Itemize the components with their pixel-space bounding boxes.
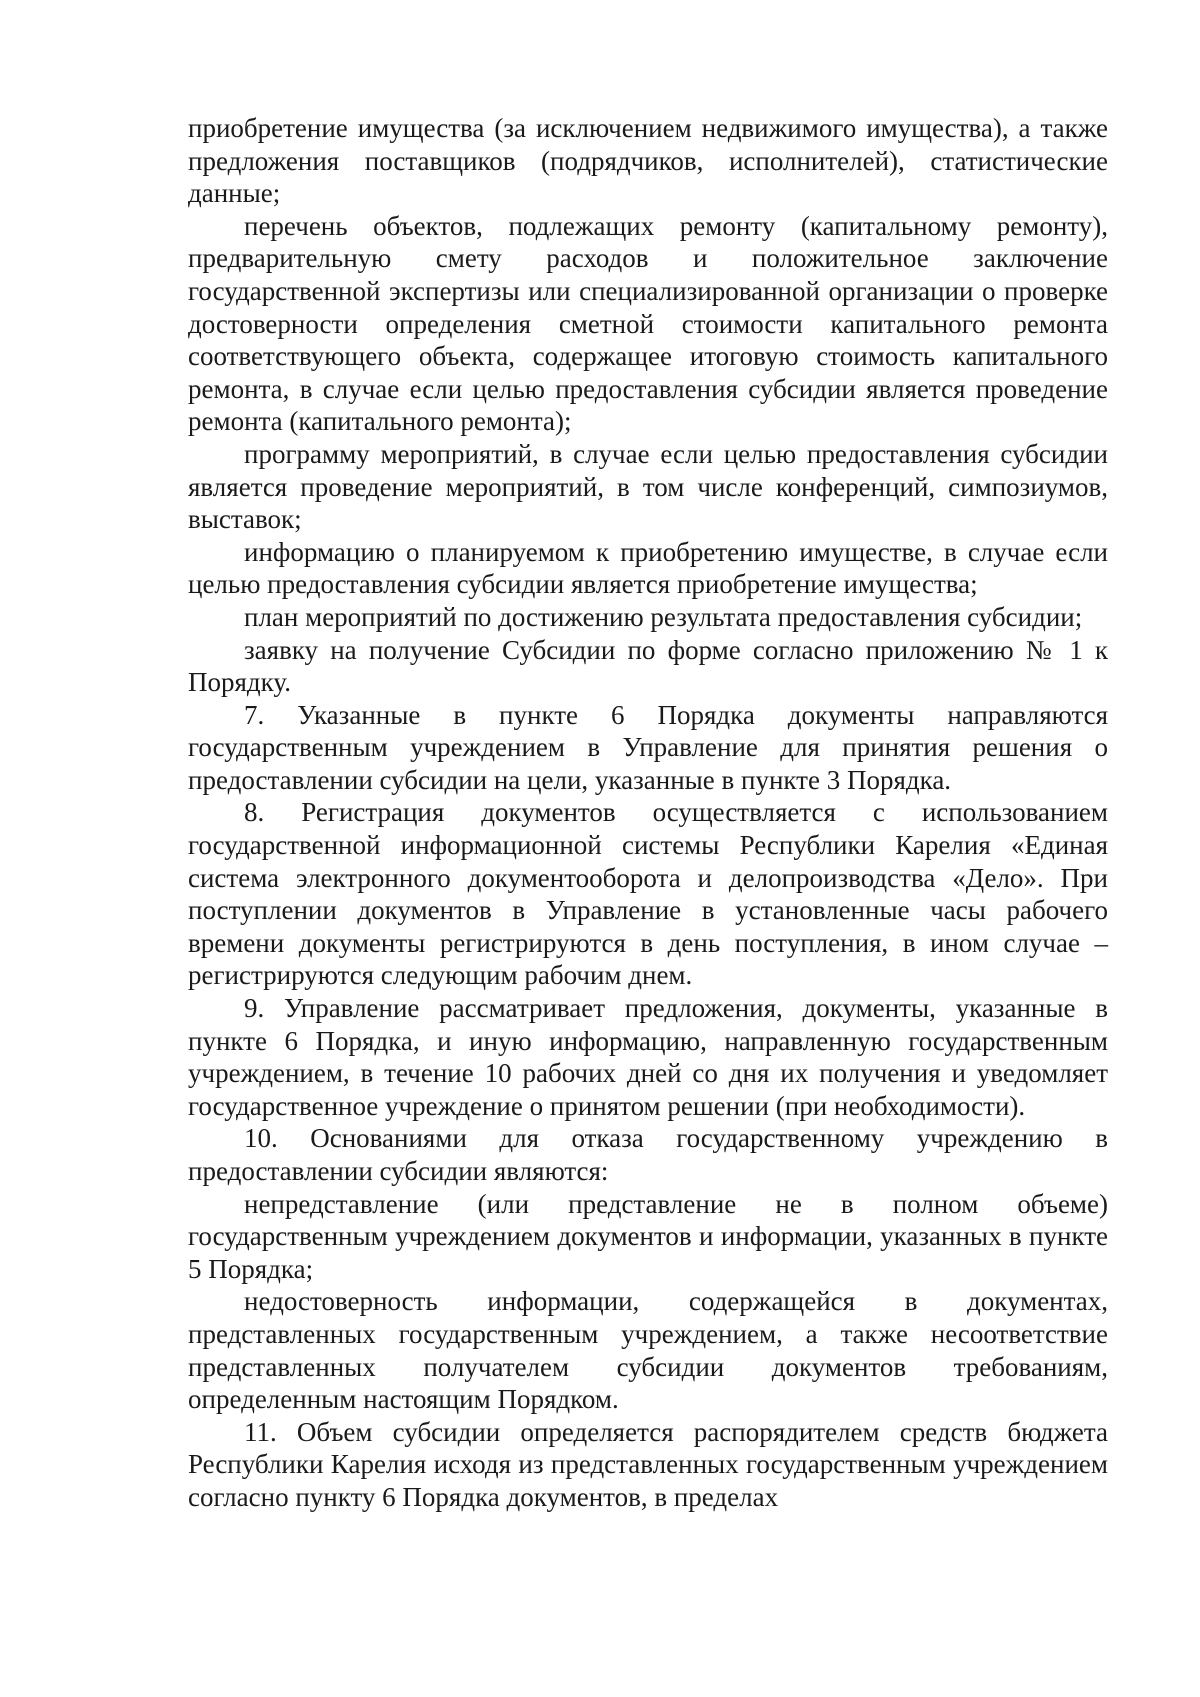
paragraph-clause-7: 7. Указанные в пункте 6 Порядка документы направляются государственным учреждением в Управление для принятия решения о предоставлении субсидии на цели, указанные в пункте 3 Порядка. [188, 699, 1108, 795]
document-page [188, 112, 1108, 1514]
paragraph-clause-11: 11. Объем субсидии определяется распорядителем средств бюджета Республики Карелия исходя из представленных государственным учреждением согласно пункту 6 Порядка документов, в пределах [188, 1416, 1108, 1512]
paragraph-subsidy-application: заявку на получение Субсидии по форме согласно приложению № 1 к Порядку. [188, 634, 1108, 698]
paragraph-planned-property-info: информацию о планируемом к приобретению имуществе, в случае если целью предоставления субсидии является приобретение имущества; [188, 536, 1108, 600]
paragraph-events-program: программу мероприятий, в случае если целью предоставления субсидии является проведение мероприятий, в том числе конференций, симпозиумов, выставок; [188, 438, 1108, 535]
paragraph-clause-10: 10. Основаниями для отказа государственному учреждению в предоставлении субсидии являются: [188, 1123, 1108, 1186]
paragraph-action-plan: план мероприятий по достижению результата предоставления субсидии; [244, 601, 1083, 632]
paragraph-clause-9: 9. Управление рассматривает предложения, документы, указанные в пункте 6 Порядка, и иную информацию, направленную государственным учреждением, в течение 10 рабочих дней со дня их получения и уведомляет государственное учреждение о принятом решении (при необходимости). [188, 993, 1108, 1121]
paragraph-property-acquisition: приобретение имущества (за исключением недвижимого имущества), а также предложения поставщиков (подрядчиков, исполнителей), статистические данные; [188, 113, 1108, 209]
paragraph-repair-objects-list: перечень объектов, подлежащих ремонту (капитальному ремонту), предварительную смету расходов и положительное заключение государственной экспертизы или специализированной организации о проверке достоверности определения сметной стоимости капитального ремонта соответствующего объекта, содержащее итоговую стоимость капитального ремонта, в случае если целью предоставления субсидии является проведение ремонта (капитального ремонта); [188, 210, 1108, 437]
paragraph-clause-8: 8. Регистрация документов осуществляется с использованием государственной информационной системы Республики Карелия «Единая система электронного документооборота и делопроизводства «Дело». При поступлении документов в Управление в установленные часы рабочего времени документы регистрируются в день поступления, в ином случае – регистрируются следующим рабочим днем. [188, 797, 1108, 991]
paragraph-refusal-incomplete-docs: непредставление (или представление не в полном объеме) государственным учреждением документов и информации, указанных в пункте 5 Порядка; [188, 1188, 1108, 1284]
paragraph-refusal-unreliable-info: недостоверность информации, содержащейся в документах, представленных государственным учреждением, а также несоответствие представленных получателем субсидии документов требованиям, определенным настоящим Порядком. [188, 1286, 1108, 1415]
